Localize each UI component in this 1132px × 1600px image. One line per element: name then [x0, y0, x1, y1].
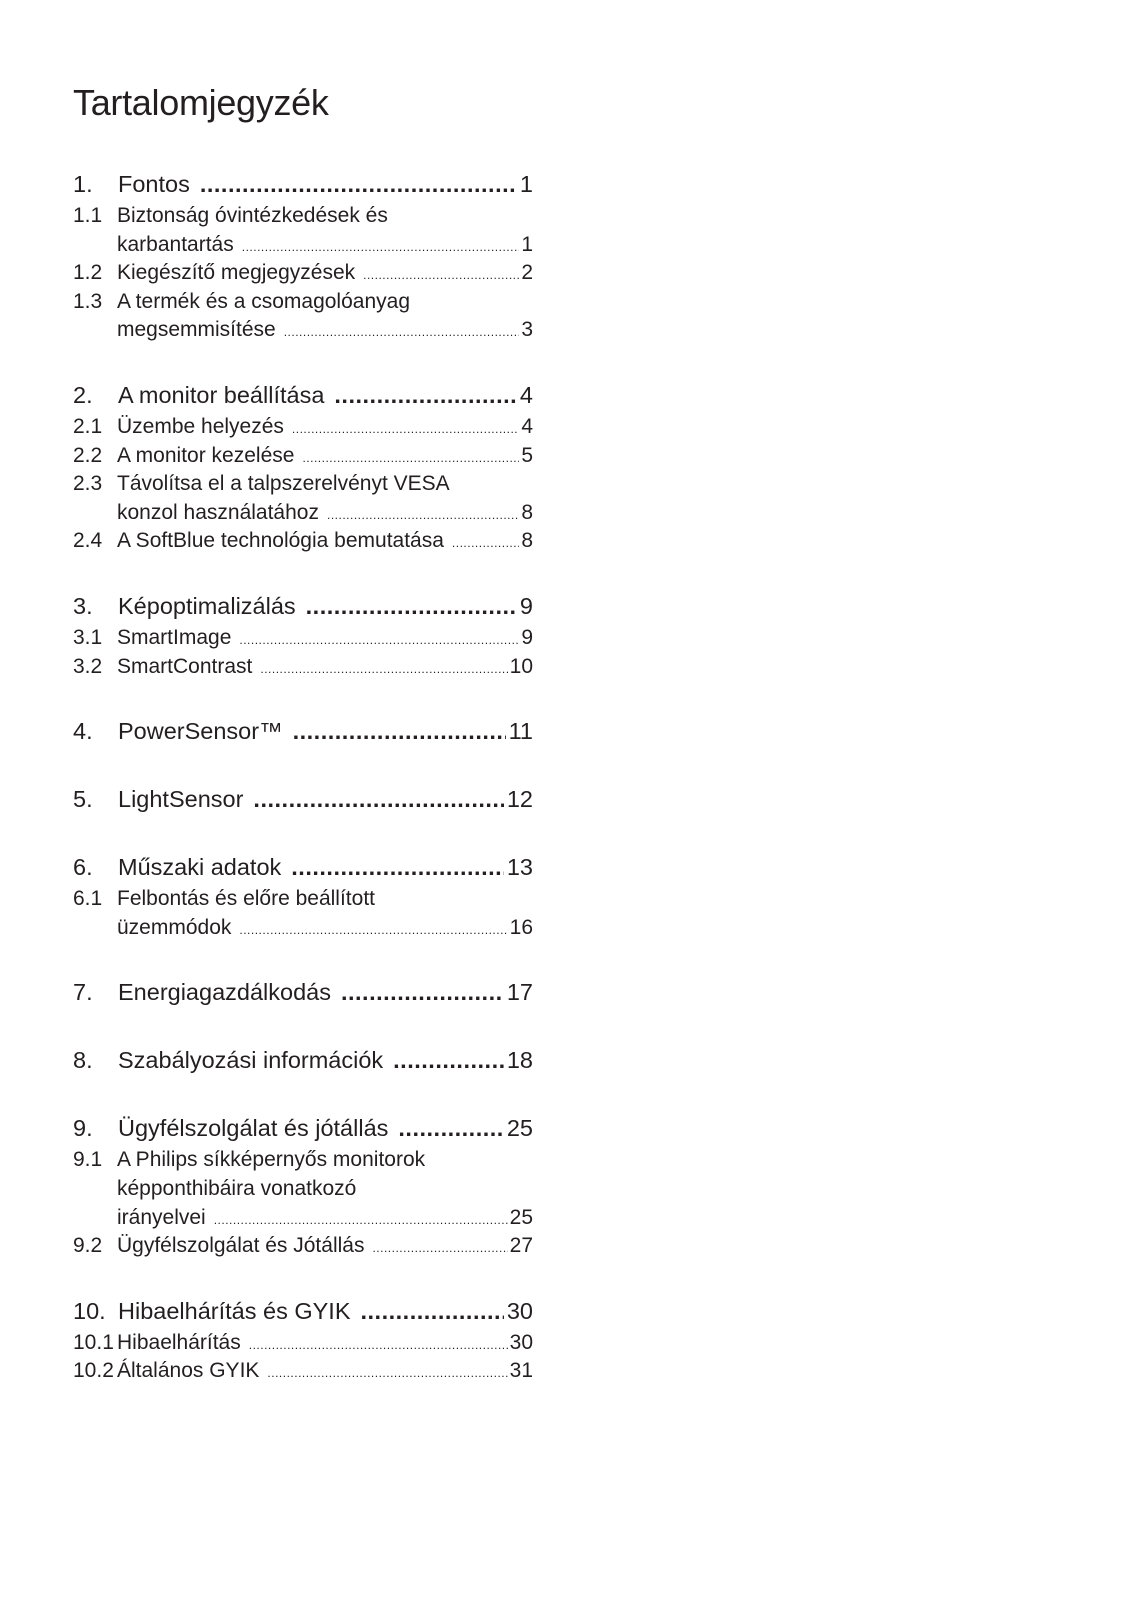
- toc-section: [73, 377, 533, 556]
- subsection-body: [117, 527, 533, 556]
- toc-subentry[interactable]: [73, 1232, 533, 1261]
- subsection-line: [117, 1204, 533, 1233]
- section-number: 1.: [73, 171, 93, 197]
- subsection-number: 6.1: [73, 887, 103, 911]
- subsection-number: 1.3: [73, 289, 103, 313]
- subsection-title: Üzembe helyezés: [117, 414, 284, 438]
- toc-entry-3[interactable]: [73, 588, 533, 624]
- page-number: 2: [521, 261, 533, 285]
- subsection-body: [117, 1232, 533, 1261]
- subsection-line: [117, 653, 533, 682]
- section-number: 2.: [73, 381, 93, 408]
- subsection-line: [117, 442, 533, 471]
- dot-leader: [302, 444, 519, 471]
- toc-section: [73, 588, 533, 681]
- subsection-number: 2.3: [73, 472, 103, 496]
- section-number: 5.: [73, 786, 93, 813]
- subsection-line: [117, 1146, 533, 1175]
- section-title: Szabályozási információk: [118, 1047, 384, 1074]
- subsection-number: 2.2: [73, 443, 103, 467]
- dot-leader: [293, 713, 506, 749]
- toc-section: [73, 1042, 533, 1078]
- dot-leader: [452, 529, 519, 556]
- subsection-body: [117, 442, 533, 471]
- toc-subentry[interactable]: [73, 624, 533, 653]
- subsection-title: képponthibáira vonatkozó: [117, 1176, 357, 1200]
- subsection-line: [117, 259, 533, 288]
- dot-leader: [242, 233, 520, 260]
- dot-leader: [214, 1206, 508, 1233]
- dot-leader: [284, 318, 520, 345]
- section-number: 3.: [73, 592, 93, 619]
- subsection-number: 9.1: [73, 1148, 103, 1172]
- page-number: 30: [506, 1297, 533, 1324]
- section-number: 4.: [73, 718, 93, 745]
- toc-subentry[interactable]: [73, 288, 533, 345]
- page-number: 1: [521, 232, 533, 256]
- page-number: 31: [509, 1359, 533, 1383]
- subsection-body: [117, 202, 533, 259]
- subsection-number: 9.2: [73, 1234, 103, 1258]
- subsection-title: Távolítsa el a talpszerelvényt VESA: [117, 472, 450, 496]
- subsection-line: [117, 202, 533, 231]
- subsection-title: Ügyfélszolgálat és Jótállás: [117, 1234, 365, 1258]
- subsection-line: [117, 1357, 533, 1386]
- subsection-number: 3.1: [73, 625, 103, 649]
- subsection-title: A monitor kezelése: [117, 443, 295, 467]
- subsection-number: 3.2: [73, 654, 103, 678]
- subsection-line: [117, 1329, 533, 1358]
- subsection-number: 1.1: [73, 204, 103, 227]
- subsection-line: [117, 413, 533, 442]
- dot-leader: [260, 655, 507, 682]
- section-number: 10.: [73, 1297, 106, 1324]
- section-title: Műszaki adatok: [118, 854, 282, 881]
- toc-subentry[interactable]: [73, 1329, 533, 1358]
- subsection-line: [117, 624, 533, 653]
- subsection-line: [117, 885, 533, 914]
- subsection-body: [117, 624, 533, 653]
- subsection-body: [117, 470, 533, 527]
- subsection-number: 10.2: [73, 1359, 114, 1383]
- toc-subentry[interactable]: [73, 1357, 533, 1386]
- subsection-line: [117, 914, 533, 943]
- dot-leader: [361, 1293, 504, 1329]
- toc-subentry[interactable]: [73, 470, 533, 527]
- page-number: 25: [506, 1115, 533, 1142]
- section-title: Hibaelhárítás és GYIK: [118, 1297, 351, 1324]
- toc-section: [73, 974, 533, 1010]
- toc-subentry[interactable]: [73, 413, 533, 442]
- subsection-line: [117, 470, 533, 499]
- page-number: 16: [509, 915, 533, 939]
- toc-subentry[interactable]: [73, 442, 533, 471]
- toc-entry-2[interactable]: [73, 377, 533, 413]
- subsection-title: Kiegészítő megjegyzések: [117, 261, 356, 285]
- section-title: Ügyfélszolgálat és jótállás: [118, 1115, 389, 1142]
- subsection-title: Hibaelhárítás: [117, 1330, 241, 1354]
- toc-section: [73, 781, 533, 817]
- subsection-title: karbantartás: [117, 232, 234, 256]
- dot-leader: [253, 781, 503, 817]
- subsection-title: irányelvei: [117, 1205, 206, 1229]
- dot-leader: [239, 916, 507, 943]
- dot-leader: [306, 588, 517, 624]
- subsection-number: 1.2: [73, 261, 103, 285]
- page-number: 3: [521, 318, 533, 342]
- toc-entry-8[interactable]: [73, 1042, 533, 1078]
- page-number: 11: [508, 718, 533, 745]
- subsection-line: [117, 1175, 533, 1204]
- section-number: 7.: [73, 979, 93, 1006]
- subsection-number: 2.1: [73, 414, 103, 438]
- page-number: 8: [521, 500, 533, 524]
- subsection-title: A SoftBlue technológia bemutatása: [117, 529, 444, 553]
- dot-leader: [393, 1042, 504, 1078]
- page-number: 9: [521, 625, 533, 649]
- page-number: 1: [519, 171, 533, 197]
- dot-leader: [291, 849, 504, 885]
- subsection-body: [117, 259, 533, 288]
- subsection-line: [117, 231, 533, 260]
- toc-subentry[interactable]: [73, 653, 533, 682]
- subsection-title: konzol használatához: [117, 500, 319, 524]
- page-number: 12: [506, 786, 533, 813]
- page-number: 17: [506, 979, 533, 1006]
- subsection-body: [117, 413, 533, 442]
- subsection-line: [117, 527, 533, 556]
- toc-subentry[interactable]: [73, 259, 533, 288]
- subsection-title: A Philips síkképernyős monitorok: [117, 1148, 426, 1172]
- subsection-title: SmartImage: [117, 625, 232, 649]
- toc-entry-10[interactable]: [73, 1293, 533, 1329]
- dot-leader: [239, 626, 519, 653]
- section-title: A monitor beállítása: [118, 381, 325, 408]
- subsection-body: [117, 885, 533, 942]
- dot-leader: [327, 501, 519, 528]
- page-title: Tartalomjegyzék: [73, 82, 329, 123]
- section-title: Képoptimalizálás: [118, 592, 296, 619]
- subsection-body: [117, 288, 533, 345]
- subsection-body: [117, 1329, 533, 1358]
- page-number: 25: [509, 1205, 533, 1229]
- subsection-title: A termék és a csomagolóanyag: [117, 289, 410, 313]
- page-number: 5: [521, 443, 533, 467]
- dot-leader: [398, 1110, 503, 1146]
- toc-entry-4[interactable]: [73, 713, 533, 749]
- section-title: PowerSensor™: [118, 718, 283, 745]
- subsection-line: [117, 316, 533, 345]
- subsection-title: SmartContrast: [117, 654, 253, 678]
- toc-section: [73, 849, 533, 942]
- page-number: 9: [519, 592, 533, 619]
- subsection-title: üzemmódok: [117, 915, 232, 939]
- section-title: Fontos: [118, 171, 190, 197]
- page-number: 4: [521, 414, 533, 438]
- section-title: Energiagazdálkodás: [118, 979, 331, 1006]
- subsection-line: [117, 1232, 533, 1261]
- dot-leader: [292, 415, 519, 442]
- toc-entry-5[interactable]: [73, 781, 533, 817]
- page-number: 8: [521, 529, 533, 553]
- section-title: LightSensor: [118, 786, 244, 813]
- dot-leader: [372, 1234, 507, 1261]
- dot-leader: [249, 1331, 508, 1358]
- subsection-line: [117, 499, 533, 528]
- page-number: 18: [506, 1047, 533, 1074]
- subsection-title: Felbontás és előre beállított: [117, 887, 375, 911]
- toc-section: [73, 713, 533, 749]
- page-number: 13: [506, 854, 533, 881]
- subsection-title: megsemmisítése: [117, 318, 276, 342]
- dot-leader: [200, 166, 517, 202]
- page-number: 10: [509, 654, 533, 678]
- toc-entry-1[interactable]: [73, 166, 533, 202]
- page-number: 30: [509, 1330, 533, 1354]
- page-number: 27: [509, 1234, 533, 1258]
- toc-subentry[interactable]: [73, 202, 533, 259]
- subsection-title: Általános GYIK: [117, 1359, 260, 1383]
- subsection-number: 10.1: [73, 1330, 114, 1354]
- toc-entry-9[interactable]: [73, 1110, 533, 1146]
- dot-leader: [267, 1359, 507, 1386]
- toc-section: [73, 1293, 533, 1386]
- dot-leader: [341, 974, 504, 1010]
- toc-section: [73, 166, 533, 345]
- subsection-body: [117, 1146, 533, 1232]
- subsection-line: [117, 288, 533, 317]
- toc-subentry[interactable]: [73, 527, 533, 556]
- toc-subentry[interactable]: [73, 885, 533, 942]
- toc-entry-7[interactable]: [73, 974, 533, 1010]
- toc-subentry[interactable]: [73, 1146, 533, 1232]
- subsection-body: [117, 653, 533, 682]
- table-of-contents: [73, 166, 533, 1418]
- subsection-number: 2.4: [73, 529, 103, 553]
- dot-leader: [334, 377, 517, 413]
- subsection-body: [117, 1357, 533, 1386]
- section-number: 6.: [73, 854, 93, 881]
- section-number: 9.: [73, 1115, 93, 1142]
- subsection-title: Biztonság óvintézkedések és: [117, 204, 388, 227]
- page-number: 4: [519, 381, 533, 408]
- toc-section: [73, 1110, 533, 1260]
- toc-entry-6[interactable]: [73, 849, 533, 885]
- section-number: 8.: [73, 1047, 93, 1074]
- dot-leader: [363, 261, 519, 288]
